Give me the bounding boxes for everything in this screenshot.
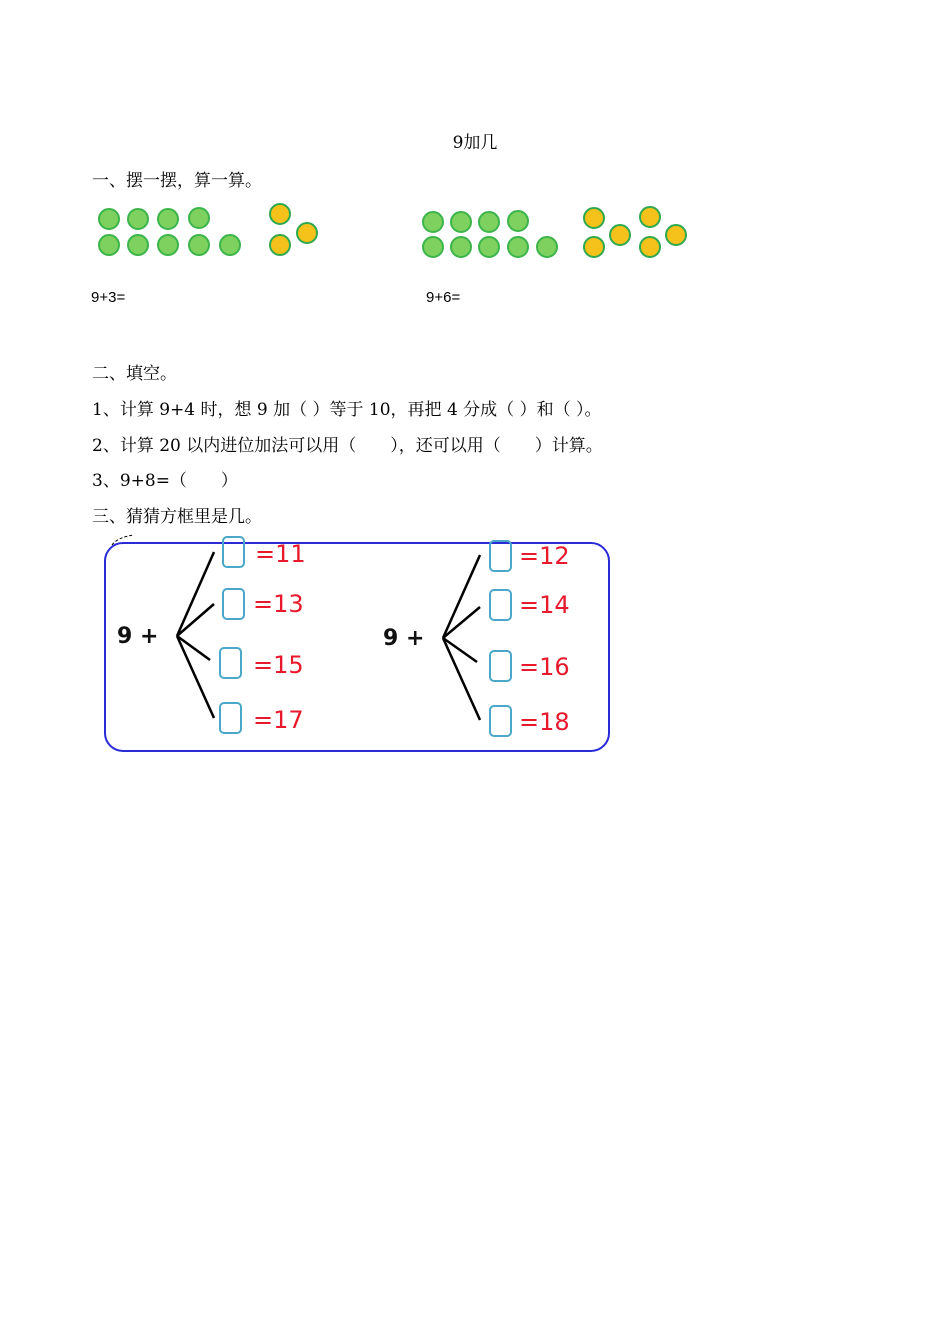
answer-box[interactable] <box>490 706 511 736</box>
equation-left: 9+3= <box>91 289 126 306</box>
answer-box[interactable] <box>223 537 244 567</box>
result-label: =17 <box>253 706 304 734</box>
section-2-heading: 二、填空。 <box>92 364 177 384</box>
result-label: =14 <box>519 591 570 619</box>
section-1-heading: 一、摆一摆，算一算。 <box>92 171 262 191</box>
right-lhs: 9 + <box>383 626 425 651</box>
right-branch-lines <box>443 555 480 720</box>
page-title: 9加几 <box>452 133 498 153</box>
result-label: =15 <box>253 651 304 679</box>
answer-box[interactable] <box>220 703 241 733</box>
answer-box[interactable] <box>220 648 241 678</box>
question-3: 3、9+8=（ ） <box>92 471 238 491</box>
question-1: 1、计算 9+4 时，想 9 加（ ）等于 10，再把 4 分成（ ）和（ ）。 <box>92 400 602 420</box>
equation-right: 9+6= <box>426 289 461 306</box>
answer-box[interactable] <box>490 541 511 571</box>
left-branch-lines <box>177 552 214 718</box>
result-label: =18 <box>519 708 570 736</box>
result-label: =13 <box>253 590 304 618</box>
section-3-heading: 三、猜猜方框里是几。 <box>92 507 262 527</box>
result-label: =12 <box>519 542 570 570</box>
left-lhs: 9 + <box>117 624 159 649</box>
answer-box[interactable] <box>223 589 244 619</box>
question-2: 2、计算 20 以内进位加法可以用（ ），还可以用（ ）计算。 <box>92 436 603 456</box>
result-label: =11 <box>255 540 306 568</box>
answer-box[interactable] <box>490 590 511 620</box>
answer-box[interactable] <box>490 651 511 681</box>
result-label: =16 <box>519 653 570 681</box>
